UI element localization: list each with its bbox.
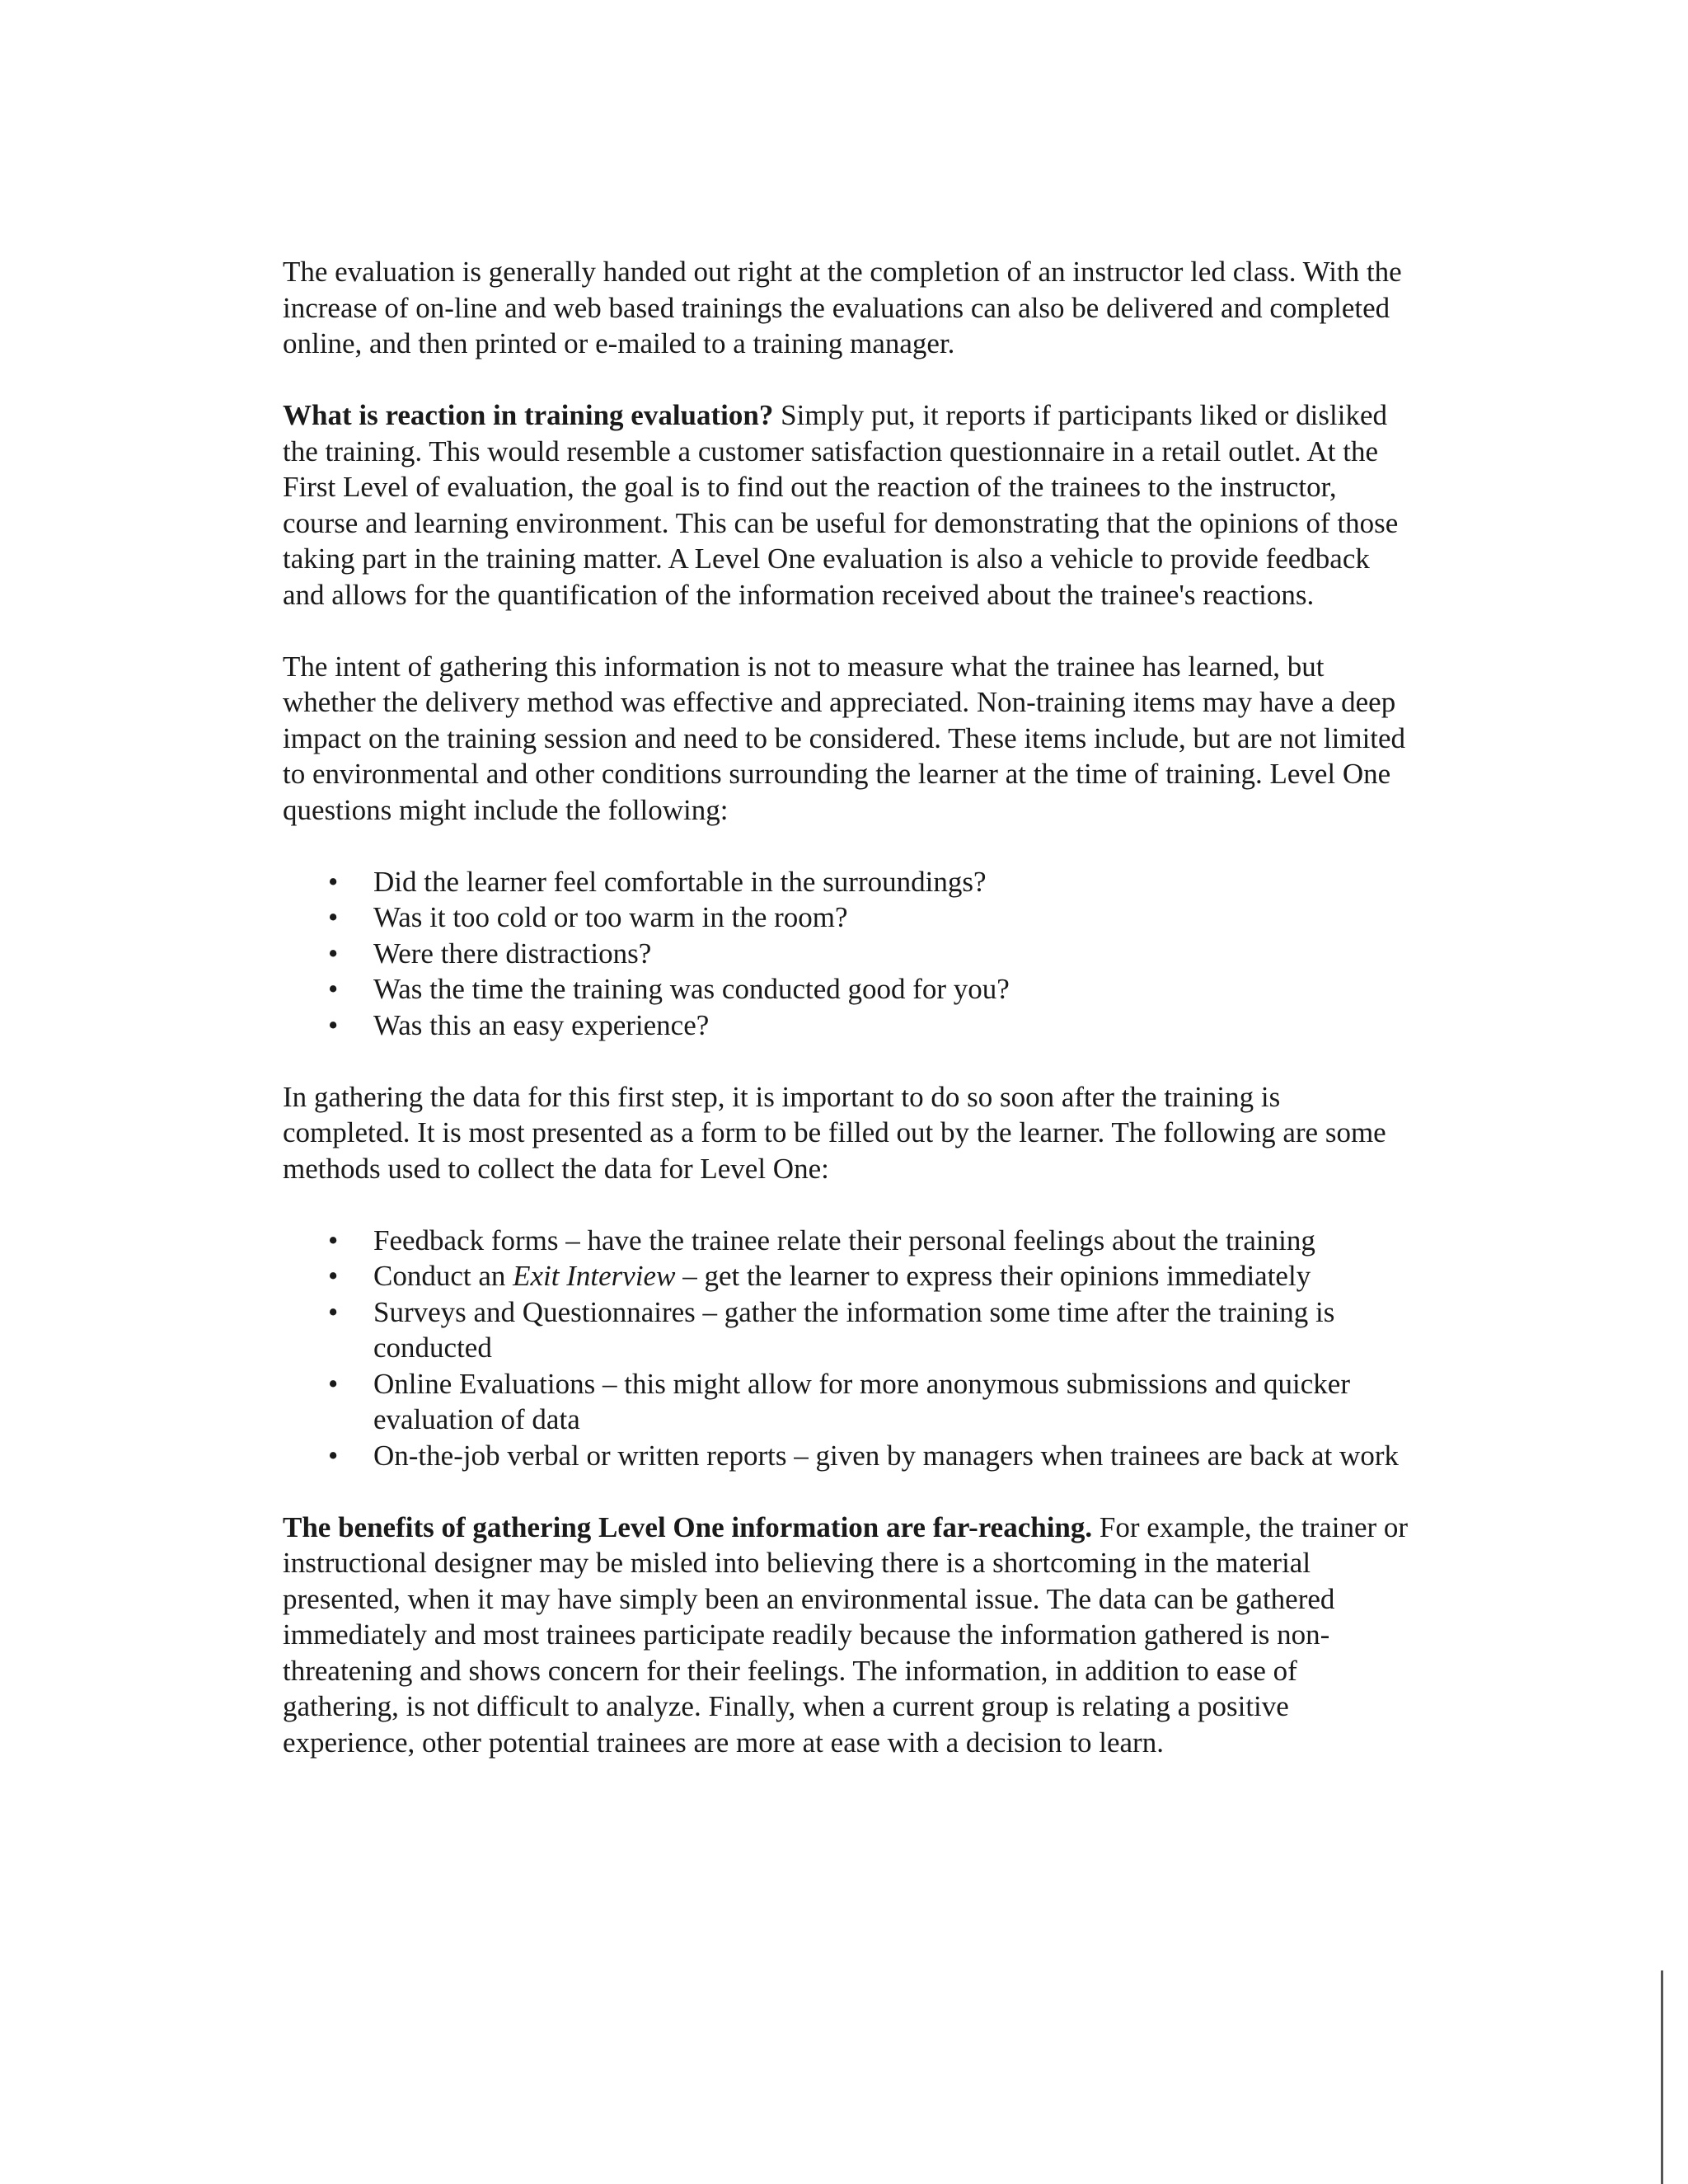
methods-list — [283, 1223, 1412, 1474]
bullet-icon: • — [328, 901, 339, 933]
list-item — [283, 1258, 1412, 1294]
list-item-text: Was the time the training was conducted good for you? — [373, 973, 1010, 1005]
list-item — [283, 899, 1412, 936]
list-item — [283, 1007, 1412, 1044]
paragraph-intent: The intent of gathering this information is not to measure what the trainee has learned, but whether the delivery method was effective and appreciated. Non-training items may have a deep impact on the training session and need to be considered. These items include, but are not limited to environmental and other conditions surrounding the learner at the time of training. Level One questions might include the following: — [283, 650, 1406, 826]
list-item-text: Were there distractions? — [373, 937, 652, 970]
list-item-text: Did the learner feel comfortable in the surroundings? — [373, 865, 987, 898]
list-item-text: Conduct an — [373, 1260, 513, 1292]
bullet-icon: • — [328, 1224, 339, 1256]
paragraph-benefits-text: For example, the trainer or instructional designer may be misled into believing there is a shortcoming in the material presented, when it may have simply been an environmental issue. The data can be gathered immediately and most trainees participate readily because the information gathered is non-threatening and shows concern for their feelings. The information, in addition to ease of gathering, is not difficult to analyze. Finally, when a current group is relating a positive experience, other potential trainees are more at ease with a decision to learn. — [283, 1510, 1409, 1759]
paragraph-intro: The evaluation is generally handed out right at the completion of an instructor led class. With the increase of on-line and web based trainings the evaluations can also be delivered and completed online, and then printed or e-mailed to a training manager. — [283, 256, 1402, 359]
bullet-icon: • — [328, 1008, 339, 1041]
list-item — [283, 864, 1412, 900]
paragraph-reaction — [283, 397, 1412, 613]
list-item — [283, 936, 1412, 972]
list-item — [283, 971, 1412, 1007]
list-item — [283, 1438, 1412, 1474]
list-item — [283, 1294, 1412, 1366]
bullet-icon: • — [328, 1439, 339, 1472]
bullet-icon: • — [328, 865, 339, 898]
document-body — [283, 254, 1412, 1797]
questions-list — [283, 864, 1412, 1044]
bullet-icon: • — [328, 1367, 339, 1400]
bullet-icon: • — [328, 973, 339, 1005]
list-item — [283, 1223, 1412, 1259]
paragraph-reaction-text: Simply put, it reports if participants liked or disliked the training. This would resemble a customer satisfaction questionnaire in a retail outlet. At the First Level of evaluation, the goal is to find out the reaction of the trainees to the instructor, course and learning environment. This can be useful for demonstrating that the opinions of those taking part in the training matter. A Level One evaluation is also a vehicle to provide feedback and allows for the quantification of the information received about the trainee's reactions. — [283, 399, 1399, 611]
list-item-text: – get the learner to express their opinions immediately — [675, 1260, 1311, 1292]
paragraph-gathering: In gathering the data for this first step, it is important to do so soon after the training is completed. It is most presented as a form to be filled out by the learner. The following are some methods used to collect the data for Level One: — [283, 1080, 1386, 1185]
bullet-icon: • — [328, 1260, 339, 1292]
exit-interview-term: Exit Interview — [513, 1260, 676, 1292]
list-item-text: Online Evaluations – this might allow for more anonymous submissions and quicker evaluation of data — [373, 1367, 1350, 1435]
list-item-text: On-the-job verbal or written reports – given by managers when trainees are back at work — [373, 1439, 1399, 1472]
list-item-text: Feedback forms – have the trainee relate their personal feelings about the training — [373, 1224, 1315, 1256]
heading-reaction: What is reaction in training evaluation? — [283, 399, 774, 431]
heading-benefits: The benefits of gathering Level One information are far-reaching. — [283, 1510, 1093, 1543]
bullet-icon: • — [328, 1295, 339, 1328]
paragraph-benefits — [283, 1510, 1412, 1761]
scan-edge-line — [1661, 1970, 1663, 2184]
list-item-text: Was it too cold or too warm in the room? — [373, 901, 848, 933]
list-item — [283, 1366, 1412, 1438]
bullet-icon: • — [328, 937, 339, 970]
list-item-text: Surveys and Questionnaires – gather the information some time after the training is conducted — [373, 1295, 1335, 1364]
list-item-text: Was this an easy experience? — [373, 1008, 710, 1041]
